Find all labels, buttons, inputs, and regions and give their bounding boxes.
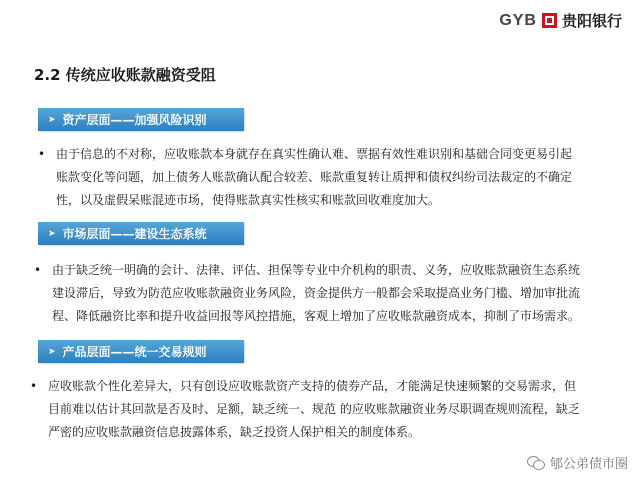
section-paragraph-asset xyxy=(38,143,628,212)
bullet: • xyxy=(38,147,46,161)
paragraph-line: 程、降低融资比率和提升收益回报等风控措施，客观上增加了应收账款融资成本，抑制了市场需求。 xyxy=(52,309,581,323)
arrow-right-icon: ➤ xyxy=(48,346,56,357)
section-paragraph-product xyxy=(30,375,634,444)
section-header-label: 产品层面——统一交易规则 xyxy=(62,345,207,359)
watermark-text: 郇公弟债市圈 xyxy=(549,457,628,472)
section-header-label: 市场层面——建设生态系统 xyxy=(62,227,207,241)
paragraph-line: 严密的应收账款融资信息披露体系，缺乏投资人保护相关的制度体系。 xyxy=(48,425,421,439)
bullet: • xyxy=(30,379,38,393)
paragraph-line: 应收账款个性化差异大，只有创设应收账款资产支持的债券产品，才能满足快速频繁的交易需求，但 xyxy=(48,379,577,393)
section-header-label: 资产层面——加强风险识别 xyxy=(62,113,207,127)
paragraph-line: 目前难以估计其回款是否及时、足额，缺乏统一、规范 的应收账款融资业务尽职调查规则流程，缺乏 xyxy=(48,402,580,416)
paragraph-line: 由于缺乏统一明确的会计、法律、评估、担保等专业中介机构的职责、义务，应收账款融资生态系统 xyxy=(52,263,581,277)
bank-logo xyxy=(499,10,622,31)
page-title: 2.2 传统应收账款融资受阻 xyxy=(34,66,216,84)
paragraph-line: 由于信息的不对称，应收账款本身就存在真实性确认难、票据有效性难识别和基础合同变更易引起 xyxy=(56,147,573,161)
logo-chinese-text: 贵阳银行 xyxy=(561,12,622,30)
arrow-right-icon: ➤ xyxy=(48,228,56,239)
arrow-right-icon: ➤ xyxy=(48,114,56,125)
section-paragraph-market xyxy=(34,259,634,328)
bullet: • xyxy=(34,263,42,277)
logo-mark-icon xyxy=(542,13,557,28)
paragraph-line: 建设滞后，导致为防范应收账款融资业务风险，资金提供方一般都会采取提高业务门槛、增加审批流 xyxy=(52,286,581,300)
section-header-product xyxy=(38,340,244,363)
paragraph-line: 账款变化等问题，加上债务人账款确认配合较差、账款重复转让质押和债权纠纷司法裁定的不确定 xyxy=(56,170,573,184)
wechat-watermark xyxy=(527,453,628,472)
logo-latin-text: GYB xyxy=(499,11,537,29)
section-header-market xyxy=(38,222,244,245)
paragraph-line: 性，以及虚假呆账混迹市场，使得账款真实性核实和账款回收难度加大。 xyxy=(56,193,441,207)
section-header-asset xyxy=(38,108,244,131)
wechat-icon xyxy=(527,456,545,470)
